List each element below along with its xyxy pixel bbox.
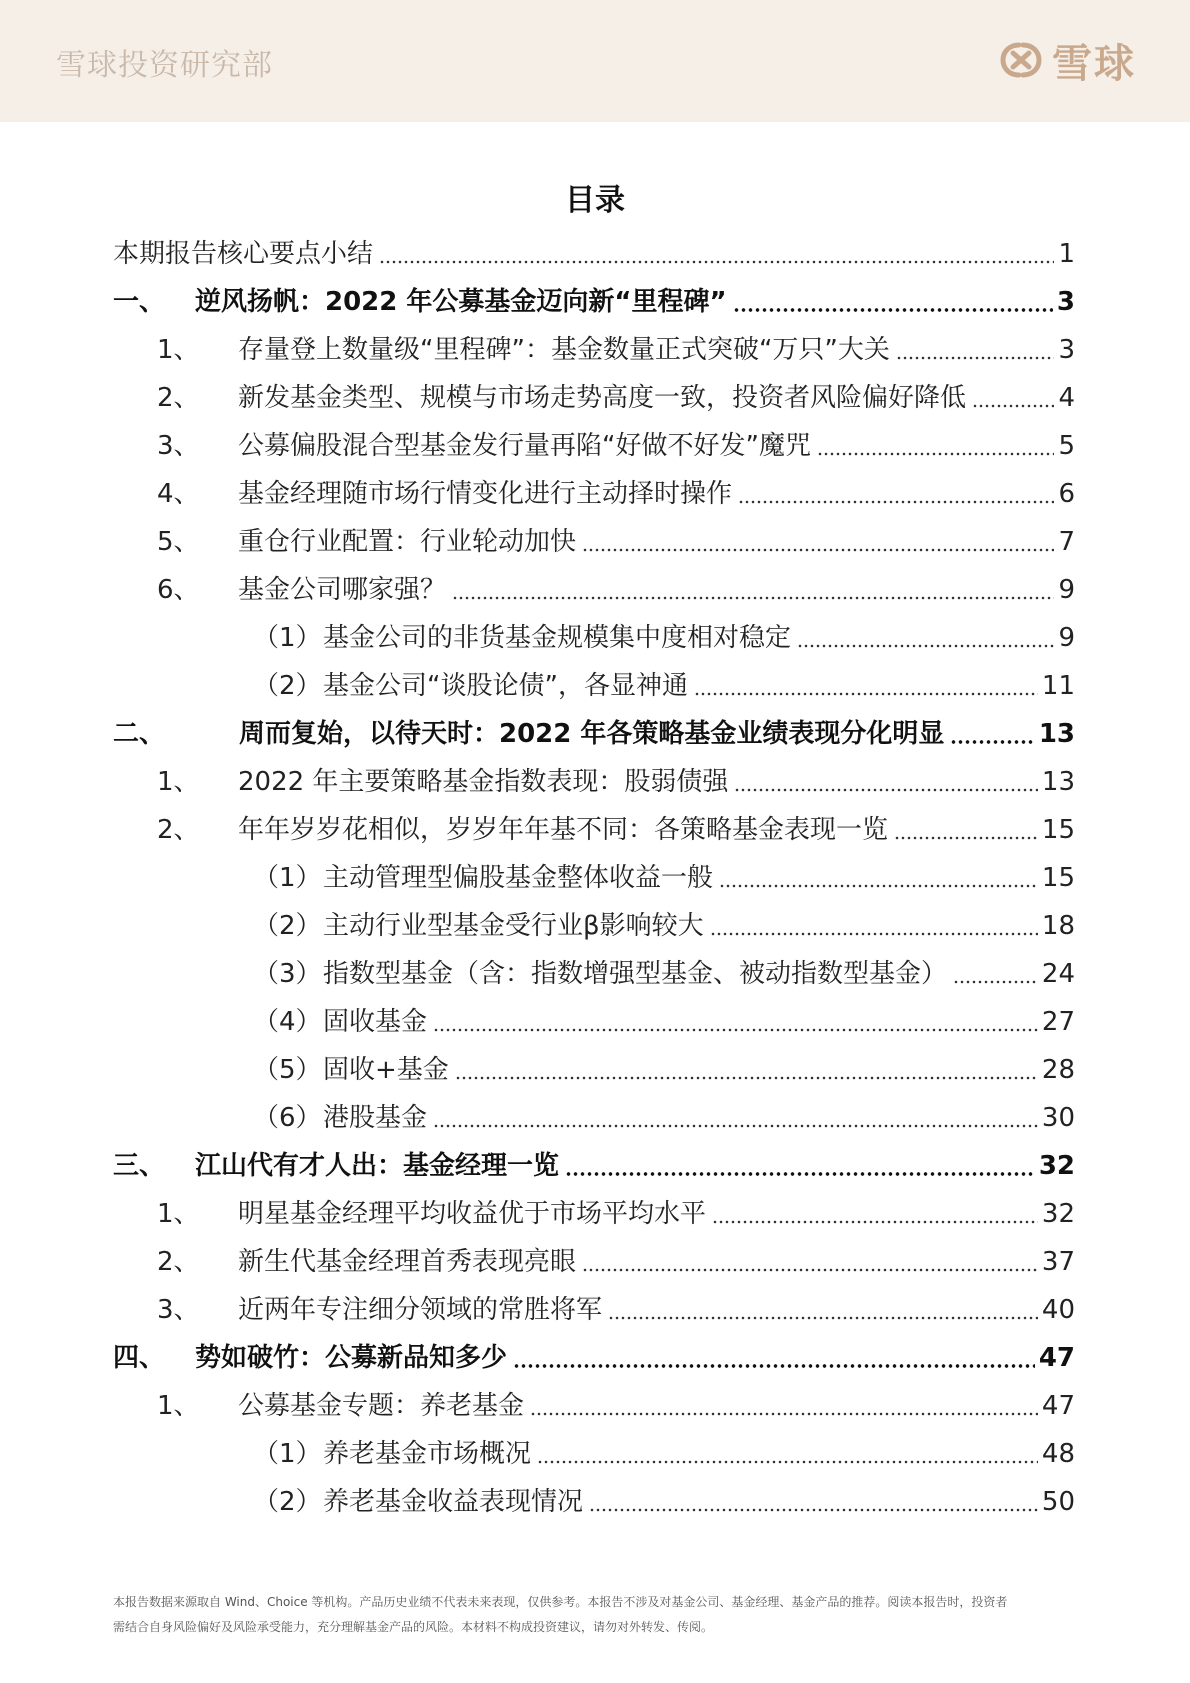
toc-entry-title: 固收基金 [323, 1007, 428, 1037]
table-of-contents [113, 230, 1075, 1526]
toc-entry[interactable] [113, 614, 1075, 662]
dot-leader [513, 1364, 1035, 1368]
toc-entry[interactable] [113, 374, 1075, 422]
toc-entry-title: 固收+基金 [323, 1055, 449, 1085]
toc-entry-title: 港股基金 [323, 1103, 428, 1133]
toc-entry-page: 48 [1041, 1439, 1075, 1469]
dot-leader [719, 884, 1038, 888]
dot-leader [433, 1028, 1038, 1032]
toc-entry-number: 1、 [157, 1199, 200, 1229]
toc-entry-page: 3 [1056, 287, 1075, 317]
dot-leader [950, 740, 1034, 744]
toc-entry-page: 27 [1041, 1007, 1075, 1037]
toc-entry-page: 13 [1038, 719, 1075, 749]
toc-entry-title: 基金经理随市场行情变化进行主动择时操作 [238, 479, 733, 509]
toc-title: 目录 [565, 183, 625, 218]
dot-leader [694, 692, 1038, 696]
toc-entry[interactable] [113, 278, 1075, 326]
toc-entry-number: 3、 [157, 431, 200, 461]
toc-entry-number: （3） [253, 959, 322, 989]
toc-entry[interactable] [113, 1238, 1075, 1286]
toc-entry-title: 养老基金市场概况 [323, 1439, 532, 1469]
toc-entry[interactable] [113, 518, 1075, 566]
dot-leader [710, 932, 1038, 936]
toc-entry[interactable] [113, 230, 1075, 278]
dot-leader [455, 1076, 1038, 1080]
disclaimer-line: 需结合自身风险偏好及风险承受能力，充分理解基金产品的风险。本材料不构成投资建议，请勿对外转发、传阅。 [113, 1620, 714, 1634]
dot-leader [738, 500, 1054, 504]
toc-entry-number: （6） [253, 1103, 322, 1133]
toc-entry[interactable] [113, 470, 1075, 518]
toc-entry[interactable] [113, 1190, 1075, 1238]
toc-entry-number: 三、 [113, 1151, 166, 1181]
toc-entry-page: 47 [1038, 1343, 1075, 1373]
toc-entry-title: 明星基金经理平均收益优于市场平均水平 [238, 1199, 707, 1229]
toc-entry-page: 24 [1041, 959, 1075, 989]
toc-entry-title: 基金公司“谈股论债”，各显神通 [323, 671, 688, 701]
toc-entry-title: 新发基金类型、规模与市场走势高度一致，投资者风险偏好降低 [238, 383, 967, 413]
dot-leader [953, 980, 1038, 984]
toc-entry-page: 11 [1041, 671, 1075, 701]
toc-entry-title: 江山代有才人出：基金经理一览 [195, 1151, 560, 1181]
toc-entry-title: 主动行业型基金受行业β影响较大 [323, 911, 704, 941]
dot-leader [896, 356, 1055, 360]
toc-entry-page: 50 [1041, 1487, 1075, 1517]
toc-entry-page: 47 [1041, 1391, 1075, 1421]
toc-entry[interactable] [113, 902, 1075, 950]
toc-entry[interactable] [113, 1334, 1075, 1382]
toc-entry-number: 2、 [157, 1247, 200, 1277]
toc-entry-title: 逆风扬帆：2022 年公募基金迈向新“里程碑” [195, 287, 727, 317]
toc-entry-page: 9 [1058, 623, 1075, 653]
toc-entry[interactable] [113, 758, 1075, 806]
dot-leader [972, 404, 1054, 408]
toc-entry[interactable] [113, 1046, 1075, 1094]
dot-leader [379, 260, 1054, 264]
toc-entry[interactable] [113, 806, 1075, 854]
toc-entry-title: 存量登上数量级“里程碑”：基金数量正式突破“万只”大关 [238, 335, 890, 365]
toc-entry-title: 2022 年主要策略基金指数表现：股弱债强 [238, 767, 729, 797]
toc-entry-number: （2） [253, 1487, 322, 1517]
toc-entry-page: 13 [1041, 767, 1075, 797]
toc-entry-title: 周而复始，以待天时：2022 年各策略基金业绩表现分化明显 [239, 719, 945, 749]
toc-entry-number: 1、 [157, 1391, 200, 1421]
dot-leader [608, 1316, 1038, 1320]
toc-entry-number: 3、 [157, 1295, 200, 1325]
toc-entry[interactable] [113, 1382, 1075, 1430]
toc-entry-number: 四、 [113, 1343, 166, 1373]
dot-leader [589, 1508, 1038, 1512]
toc-entry-number: （1） [253, 1439, 322, 1469]
toc-entry-page: 32 [1041, 1199, 1075, 1229]
toc-entry-page: 5 [1058, 431, 1075, 461]
toc-entry[interactable] [113, 854, 1075, 902]
toc-entry-number: 5、 [157, 527, 200, 557]
toc-entry-title: 新生代基金经理首秀表现亮眼 [238, 1247, 577, 1277]
dot-leader [733, 308, 1053, 312]
toc-entry-page: 30 [1041, 1103, 1075, 1133]
toc-entry-number: 4、 [157, 479, 200, 509]
toc-entry-page: 15 [1041, 815, 1075, 845]
toc-entry-number: 2、 [157, 383, 200, 413]
toc-entry[interactable] [113, 326, 1075, 374]
toc-entry-page: 37 [1041, 1247, 1075, 1277]
xueqiu-logo-icon [998, 37, 1044, 83]
dot-leader [433, 1124, 1038, 1128]
toc-entry[interactable] [113, 1430, 1075, 1478]
toc-entry-title: 公募偏股混合型基金发行量再陷“好做不好发”魔咒 [238, 431, 811, 461]
header-title: 雪球投资研究部 [56, 48, 273, 83]
toc-entry-number: 2、 [157, 815, 200, 845]
toc-entry-title: 指数型基金（含：指数增强型基金、被动指数型基金） [323, 959, 948, 989]
toc-entry-title: 重仓行业配置：行业轮动加快 [238, 527, 577, 557]
toc-entry-number: （5） [253, 1055, 322, 1085]
toc-entry-page: 4 [1058, 383, 1075, 413]
toc-entry-title: 势如破竹：公募新品知多少 [195, 1343, 508, 1373]
toc-entry-title: 近两年专注细分领域的常胜将军 [238, 1295, 603, 1325]
dot-leader [537, 1460, 1038, 1464]
toc-entry-number: 6、 [157, 575, 200, 605]
toc-entry-number: （1） [253, 623, 322, 653]
dot-leader [797, 644, 1054, 648]
toc-entry-title: 基金公司哪家强？ [238, 575, 447, 605]
dot-leader [452, 596, 1054, 600]
brand-name: 雪球 [1052, 40, 1136, 87]
dot-leader [582, 548, 1054, 552]
brand [998, 34, 1136, 86]
toc-entry-number: 一、 [113, 287, 166, 317]
toc-entry-page: 18 [1041, 911, 1075, 941]
toc-entry-page: 40 [1041, 1295, 1075, 1325]
toc-entry-page: 3 [1058, 335, 1075, 365]
dot-leader [734, 788, 1037, 792]
toc-entry-page: 6 [1058, 479, 1075, 509]
toc-entry-number: （2） [253, 911, 322, 941]
toc-entry[interactable] [113, 422, 1075, 470]
toc-entry-title: 主动管理型偏股基金整体收益一般 [323, 863, 714, 893]
toc-entry-title: 公募基金专题：养老基金 [238, 1391, 525, 1421]
toc-entry-number: （2） [253, 671, 322, 701]
toc-entry-title: 基金公司的非货基金规模集中度相对稳定 [323, 623, 792, 653]
dot-leader [817, 452, 1055, 456]
toc-entry-number: （1） [253, 863, 322, 893]
toc-entry-page: 32 [1038, 1151, 1075, 1181]
toc-entry[interactable] [113, 662, 1075, 710]
disclaimer-line: 本报告数据来源取自 Wind、Choice 等机构。产品历史业绩不代表未来表现，仅供参考。本报告不涉及对基金公司、基金经理、基金产品的推荐。阅读本报告时，投资者 [113, 1595, 1008, 1609]
toc-entry[interactable] [113, 1286, 1075, 1334]
toc-entry-number: 二、 [113, 719, 166, 749]
page-header [0, 0, 1190, 122]
toc-entry-page: 28 [1041, 1055, 1075, 1085]
toc-entry-title: 养老基金收益表现情况 [323, 1487, 584, 1517]
toc-entry[interactable] [113, 998, 1075, 1046]
dot-leader [894, 836, 1038, 840]
toc-entry-page: 9 [1058, 575, 1075, 605]
dot-leader [712, 1220, 1038, 1224]
toc-entry-page: 15 [1041, 863, 1075, 893]
toc-entry-page: 1 [1058, 239, 1075, 269]
dot-leader [582, 1268, 1038, 1272]
toc-entry[interactable] [113, 1142, 1075, 1190]
toc-entry[interactable] [113, 710, 1075, 758]
toc-entry[interactable] [113, 1478, 1075, 1526]
toc-entry[interactable] [113, 950, 1075, 998]
toc-entry-number: （4） [253, 1007, 322, 1037]
toc-entry-title: 年年岁岁花相似，岁岁年年基不同：各策略基金表现一览 [238, 815, 889, 845]
toc-entry[interactable] [113, 566, 1075, 614]
toc-entry[interactable] [113, 1094, 1075, 1142]
toc-entry-number: 1、 [157, 335, 200, 365]
disclaimer-footer [113, 1590, 1075, 1640]
dot-leader [565, 1172, 1035, 1176]
toc-entry-number: 1、 [157, 767, 200, 797]
dot-leader [530, 1412, 1038, 1416]
toc-entry-page: 7 [1058, 527, 1075, 557]
toc-entry-title: 本期报告核心要点小结 [113, 239, 374, 269]
